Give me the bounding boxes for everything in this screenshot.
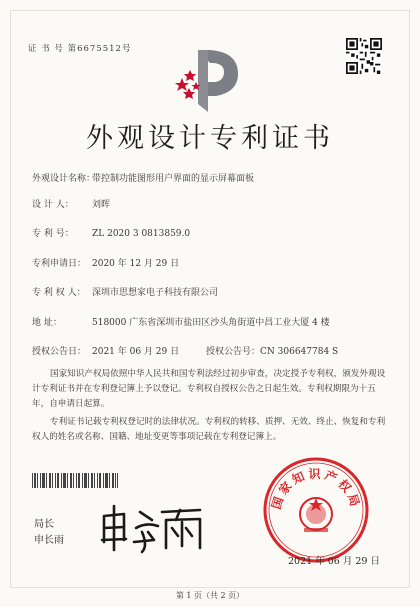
patent-number-row bbox=[32, 226, 190, 239]
patent-office-logo-icon bbox=[168, 34, 252, 118]
designer-row bbox=[32, 197, 110, 210]
issue-date: 2021 年 06 月 29 日 bbox=[288, 556, 380, 567]
designer-label: 设 计 人： bbox=[32, 200, 74, 210]
design-name-row bbox=[32, 171, 254, 184]
director-name: 申长雨 bbox=[34, 535, 64, 546]
grant-row bbox=[32, 344, 338, 357]
address-label: 地 址： bbox=[32, 318, 62, 328]
design-name-label: 外观设计名称： bbox=[32, 174, 96, 184]
filing-date-value: 2020 年 12 月 29 日 bbox=[92, 259, 180, 269]
barcode-icon bbox=[32, 473, 118, 488]
patent-number-label: 专 利 号： bbox=[32, 229, 74, 239]
grant-number-label: 授权公告号： bbox=[206, 347, 261, 357]
address-row bbox=[32, 315, 330, 328]
patentee-value: 深圳市思想家电子科技有限公司 bbox=[92, 288, 219, 298]
page-title: 外观设计专利证书 bbox=[86, 123, 334, 154]
body-paragraph-2: 专利证书记载专利权登记时的法律状况。专利权的转移、质押、无效、终止、恢复和专利权人的姓名或名称、国籍、地址变更等事项记载在专利登记簿上。 bbox=[32, 417, 386, 442]
filing-date-label: 专利申请日： bbox=[32, 259, 87, 269]
director-title: 局长 bbox=[34, 519, 54, 530]
page-number: 第 1 页（共 2 页） bbox=[175, 591, 245, 600]
patent-number-value: ZL 2020 3 0813859.0 bbox=[92, 229, 191, 239]
grant-date-label: 授权公告日： bbox=[32, 347, 87, 357]
grant-date-value: 2021 年 06 月 29 日 bbox=[92, 347, 180, 357]
patentee-row bbox=[32, 285, 218, 298]
grant-number-value: CN 306647784 S bbox=[260, 347, 339, 357]
official-seal-icon bbox=[262, 456, 370, 564]
patentee-label: 专 利 权 人： bbox=[32, 288, 86, 298]
handwritten-signature bbox=[96, 502, 216, 554]
design-name-value: 带控制功能图形用户界面的显示屏幕面板 bbox=[92, 174, 255, 184]
certificate-number: 证 书 号 第6675512号 bbox=[28, 44, 132, 54]
address-value: 518000 广东省深圳市盐田区沙头角街道中昌工业大厦 4 楼 bbox=[92, 318, 330, 328]
qr-code-icon[interactable] bbox=[346, 38, 382, 74]
body-paragraph-1: 国家知识产权局依照中华人民共和国专利法经过初步审查，决定授予专利权，颁发外观设计专利证书并在专利登记簿上予以登记。专利权自授权公告之日起生效。专利权期限为十五年，自申请日起算。 bbox=[32, 369, 386, 409]
designer-value: 刘晖 bbox=[92, 200, 111, 210]
filing-date-row bbox=[32, 256, 179, 269]
seal-text: 国家知识产权局 bbox=[268, 467, 364, 511]
